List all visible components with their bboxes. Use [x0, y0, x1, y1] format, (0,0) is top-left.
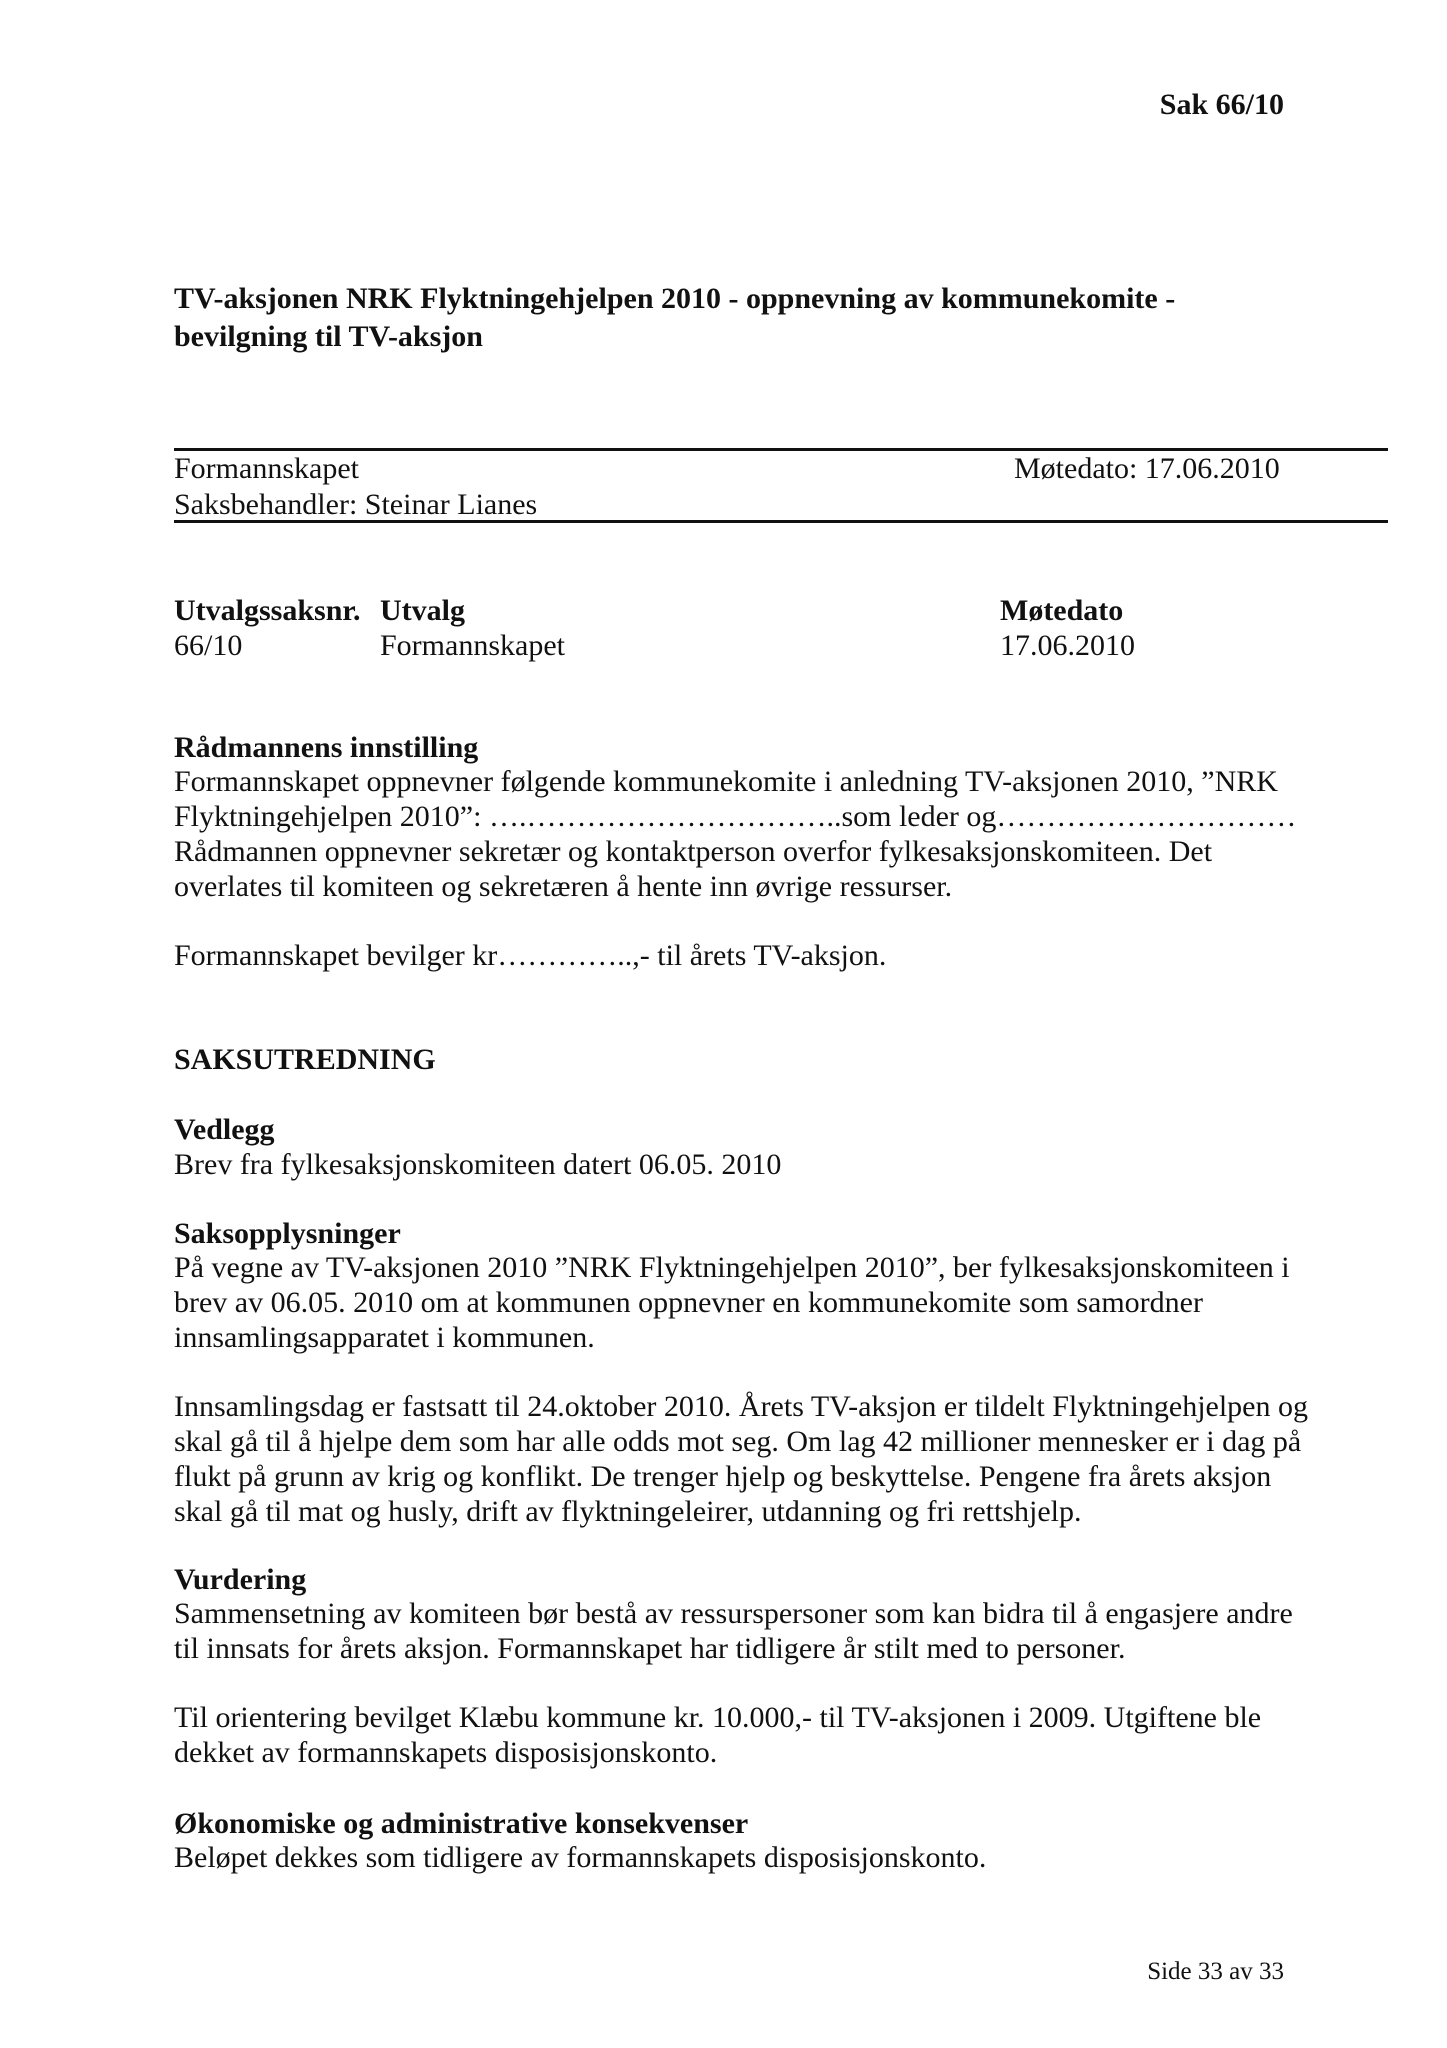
title-line: bevilgning til TV-aksjon	[174, 320, 483, 353]
attachments-heading: Vedlegg	[174, 1113, 275, 1146]
meta-case-handler: Saksbehandler: Steinar Lianes	[174, 488, 538, 521]
text-line: til innsats for årets aksjon. Formannskapet har tidligere år stilt med to personer.	[174, 1632, 1126, 1665]
document-title	[174, 280, 1175, 356]
text-line: Formannskapet oppnevner følgende kommunekomite i anledning TV-aksjonen 2010, ”NRK	[174, 765, 1278, 798]
table-header-case-no: Utvalgssaksnr.	[174, 594, 361, 627]
table-header-committee: Utvalg	[380, 594, 465, 627]
grant-line: Formannskapet bevilger kr…………..,- til årets TV-aksjon.	[174, 939, 887, 972]
text-line: innsamlingsapparatet i kommunen.	[174, 1321, 595, 1354]
recommendation-body	[174, 764, 1296, 904]
assessment-para2	[174, 1700, 1261, 1770]
attachments-text: Brev fra fylkesaksjonskomiteen datert 06.05. 2010	[174, 1148, 782, 1181]
meta-bottom-rule	[174, 520, 1388, 523]
table-cell-committee: Formannskapet	[380, 629, 565, 662]
text-line: skal gå til å hjelpe dem som har alle odds mot seg. Om lag 42 millioner mennesker er i dag på	[174, 1425, 1302, 1458]
recommendation-heading: Rådmannens innstilling	[174, 731, 479, 764]
title-line: TV-aksjonen NRK Flyktningehjelpen 2010 - oppnevning av kommunekomite -	[174, 282, 1176, 315]
meta-meeting-date: Møtedato: 17.06.2010	[1014, 452, 1280, 485]
text-line: På vegne av TV-aksjonen 2010 ”NRK Flyktningehjelpen 2010”, ber fylkesaksjonskomiteen i	[174, 1251, 1290, 1284]
consequences-heading: Økonomiske og administrative konsekvenser	[174, 1807, 749, 1840]
page-number: Side 33 av 33	[1147, 1958, 1284, 1985]
table-cell-date: 17.06.2010	[1000, 629, 1135, 662]
text-line: dekket av formannskapets disposisjonskonto.	[174, 1736, 718, 1769]
case-number: Sak 66/10	[1159, 88, 1284, 121]
text-line: Innsamlingsdag er fastsatt til 24.oktober 2010. Årets TV-aksjon er tildelt Flyktningehjelpen og	[174, 1390, 1308, 1423]
text-line: Sammensetning av komiteen bør bestå av ressurspersoner som kan bidra til å engasjere andre	[174, 1597, 1293, 1630]
text-line: flukt på grunn av krig og konflikt. De trenger hjelp og beskyttelse. Pengene fra årets aksjon	[174, 1460, 1272, 1493]
table-cell-case-no: 66/10	[174, 629, 243, 662]
assessment-para1	[174, 1596, 1293, 1666]
text-line: overlates til komiteen og sekretæren å hente inn øvrige ressurser.	[174, 870, 953, 903]
text-line: Rådmannen oppnevner sekretær og kontaktperson overfor fylkesaksjonskomiteen. Det	[174, 835, 1213, 868]
text-line: Flyktningehjelpen 2010”: ….…………………………..som leder og…………………………	[174, 800, 1297, 833]
text-line: skal gå til mat og husly, drift av flyktningeleirer, utdanning og fri rettshjelp.	[174, 1495, 1082, 1528]
meta-committee: Formannskapet	[174, 452, 359, 485]
consequences-text: Beløpet dekkes som tidligere av formannskapets disposisjonskonto.	[174, 1841, 987, 1874]
table-header-date: Møtedato	[1000, 594, 1124, 627]
saksutredning-heading: SAKSUTREDNING	[174, 1043, 436, 1076]
assessment-heading: Vurdering	[174, 1563, 307, 1596]
case-info-para2	[174, 1389, 1308, 1529]
text-line: Til orientering bevilget Klæbu kommune kr. 10.000,- til TV-aksjonen i 2009. Utgiftene ble	[174, 1701, 1262, 1734]
case-info-heading: Saksopplysninger	[174, 1217, 401, 1250]
case-info-para1	[174, 1250, 1290, 1355]
text-line: brev av 06.05. 2010 om at kommunen oppnevner en kommunekomite som samordner	[174, 1286, 1203, 1319]
